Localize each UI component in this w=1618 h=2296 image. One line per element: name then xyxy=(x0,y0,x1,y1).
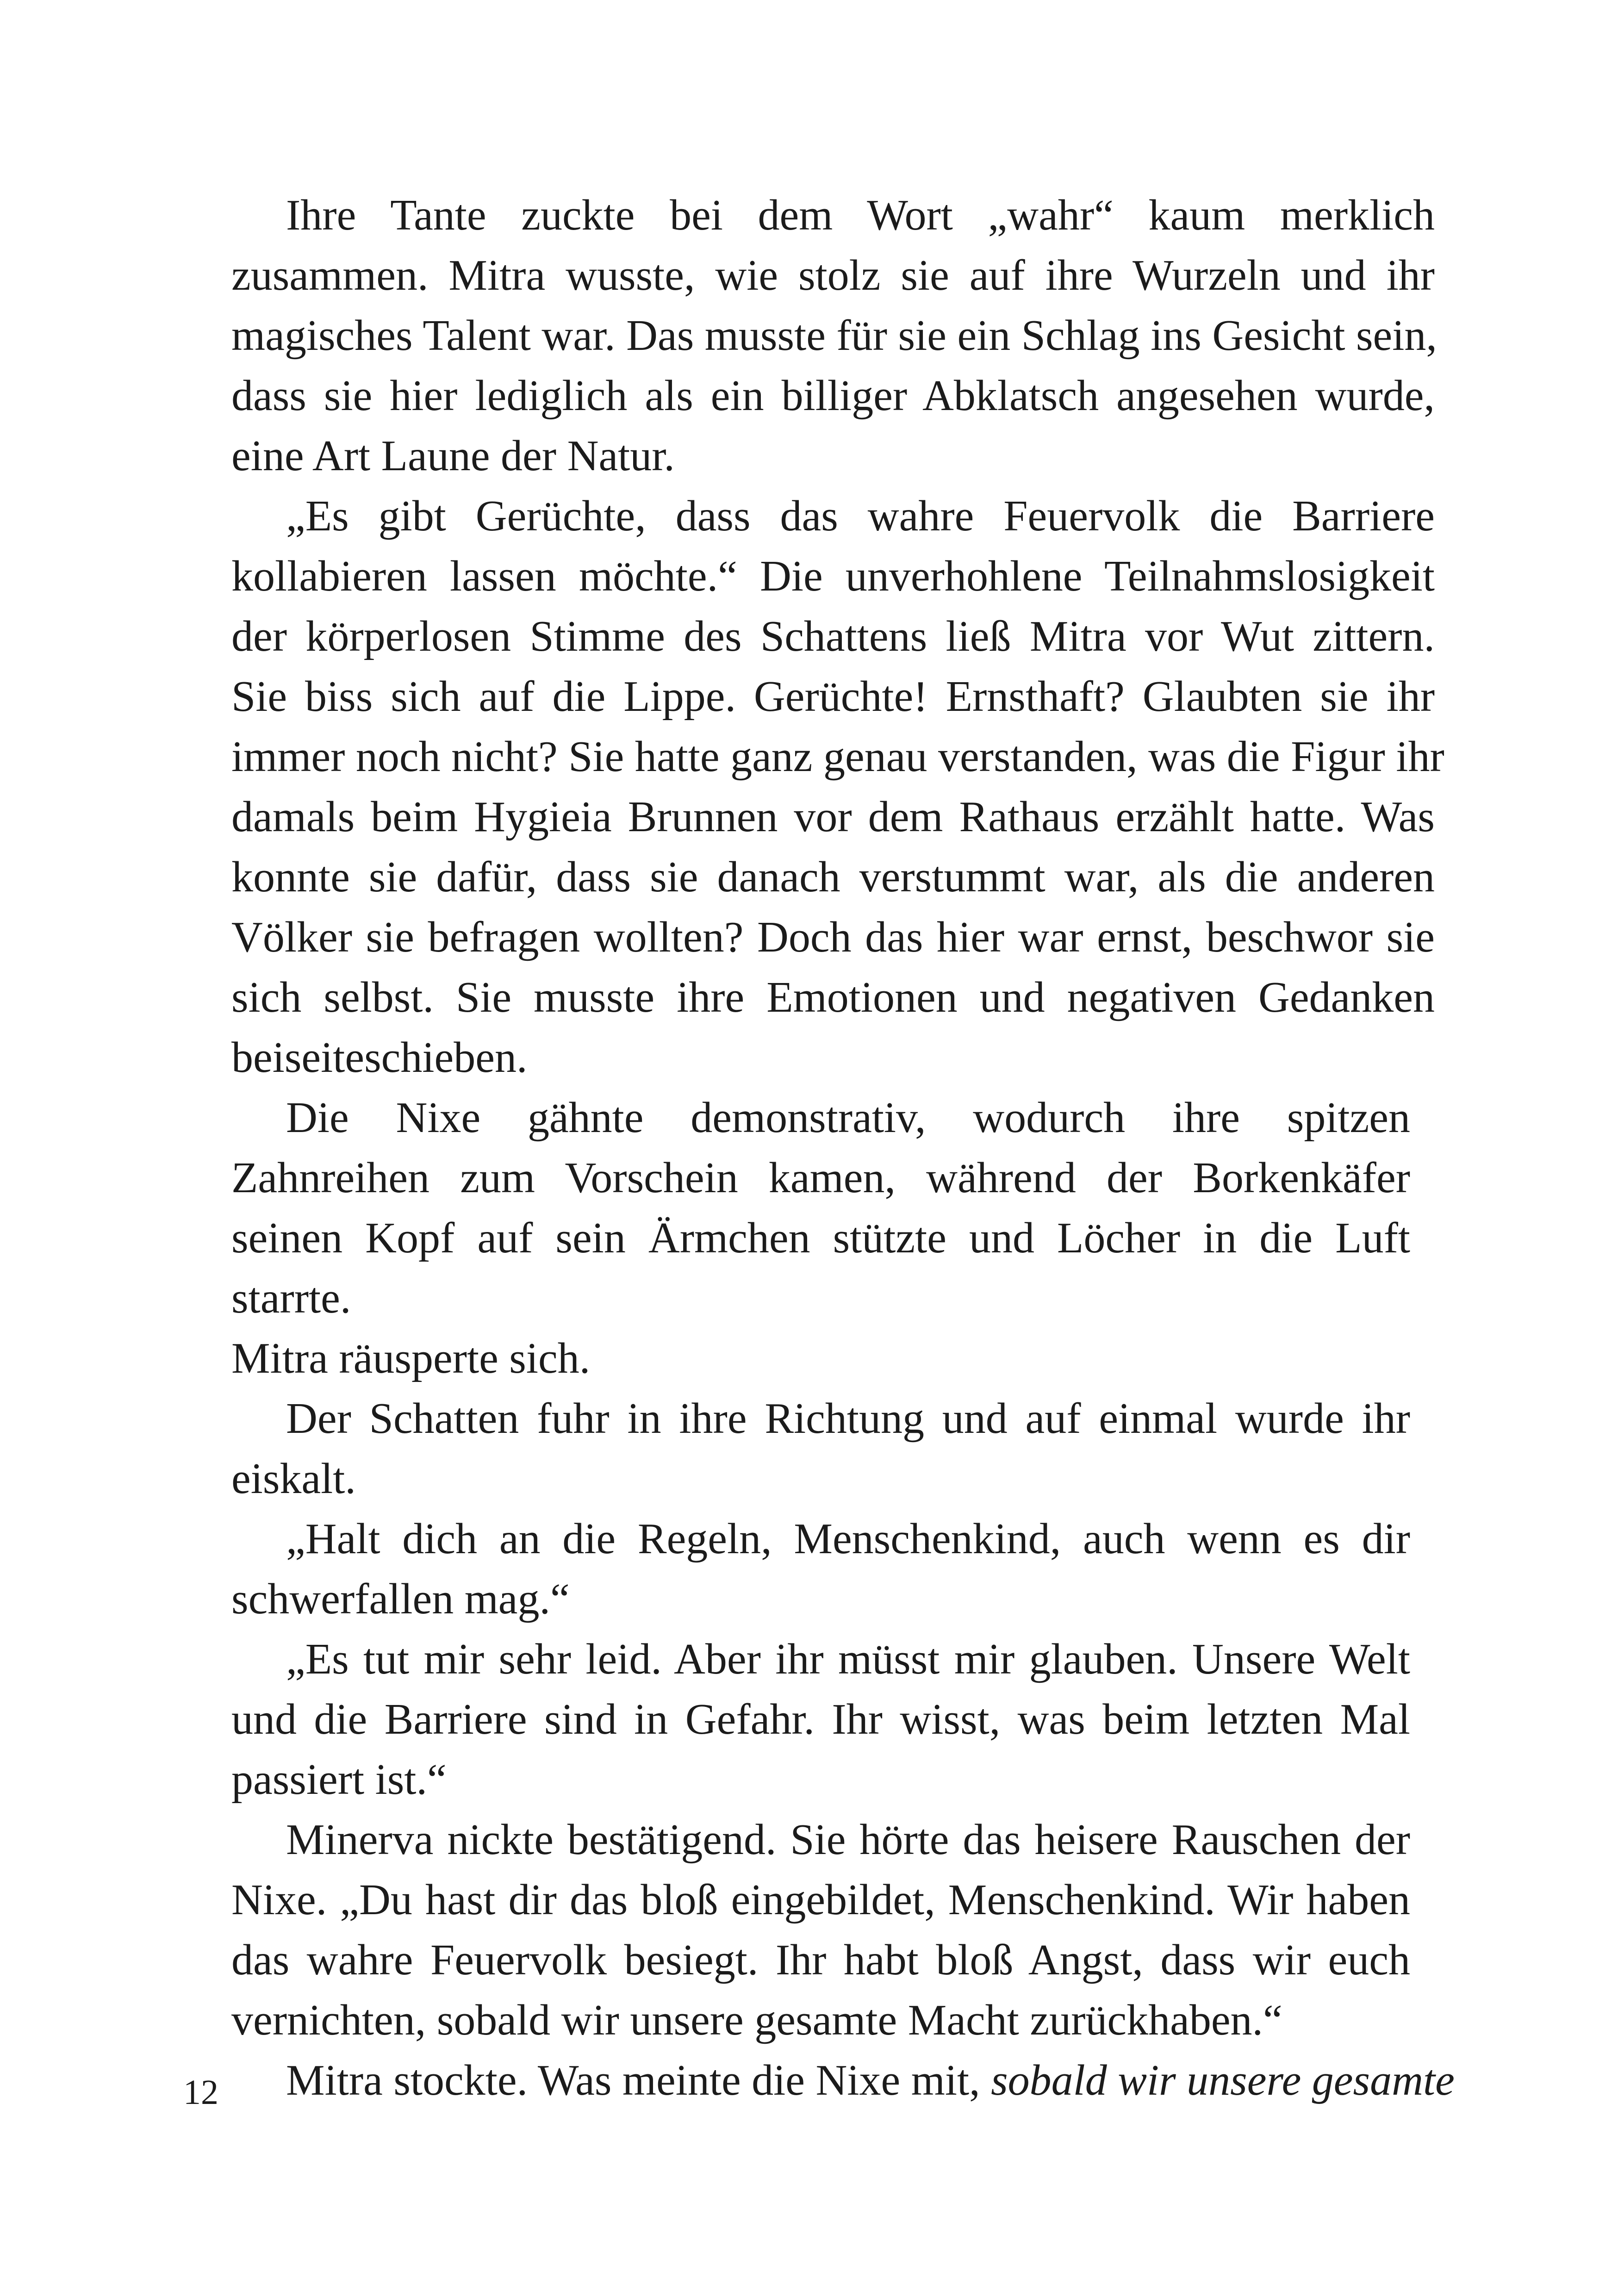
text-line: zusammen. Mitra wusste, wie stolz sie auf ihre Wurzeln und ihr xyxy=(231,251,1435,299)
text-line: der körperlosen Stimme des Schattens ließ Mitra vor Wut zittern. xyxy=(231,612,1435,660)
paragraph xyxy=(231,1810,1410,2050)
text-line: sich selbst. Sie musste ihre Emotionen und negativen Gedanken xyxy=(231,973,1435,1021)
text-line: Der Schatten fuhr in ihre Richtung und auf einmal wurde ihr xyxy=(286,1394,1410,1443)
text-line xyxy=(231,2050,1455,2110)
paragraph xyxy=(231,1388,1410,1509)
paragraph xyxy=(231,1509,1410,1629)
paragraph xyxy=(231,185,1435,486)
text-line: eine Art Laune der Natur. xyxy=(231,432,675,480)
text-line: starrte. xyxy=(231,1274,351,1322)
text-line: vernichten, sobald wir unsere gesamte Macht zurückhaben.“ xyxy=(231,1996,1282,2044)
text-line: dass sie hier lediglich als ein billiger Abklatsch angesehen wurde, xyxy=(231,372,1435,420)
text-line: kollabieren lassen möchte.“ Die unverhohlene Teilnahmslosigkeit xyxy=(231,552,1435,600)
text-line: damals beim Hygieia Brunnen vor dem Rathaus erzählt hatte. Was xyxy=(231,793,1435,841)
text-line: Die Nixe gähnte demonstrativ, wodurch ihre spitzen xyxy=(286,1094,1410,1142)
text-line: Zahnreihen zum Vorschein kamen, während der Borkenkäfer xyxy=(231,1154,1410,1202)
paragraph xyxy=(231,2050,1455,2110)
text-line: magisches Talent war. Das musste für sie ein Schlag ins Gesicht sein, xyxy=(231,311,1437,360)
text-line: beiseiteschieben. xyxy=(231,1033,528,1082)
paragraph xyxy=(231,1629,1410,1810)
text-line: Nixe. „Du hast dir das bloß eingebildet, Menschenkind. Wir haben xyxy=(231,1876,1410,1924)
text-run: Mitra stockte. Was meinte die Nixe mit, xyxy=(286,2056,991,2104)
text-line: schwerfallen mag.“ xyxy=(231,1575,570,1623)
text-line: Mitra räusperte sich. xyxy=(231,1334,591,1382)
text-line: Völker sie befragen wollten? Doch das hier war ernst, beschwor sie xyxy=(231,913,1435,961)
paragraph xyxy=(231,1328,1410,1388)
text-line: seinen Kopf auf sein Ärmchen stützte und Löcher in die Luft xyxy=(231,1214,1410,1262)
paragraph xyxy=(231,1088,1410,1328)
body-text xyxy=(231,185,1455,2110)
text-line: konnte sie dafür, dass sie danach verstummt war, als die anderen xyxy=(231,853,1435,901)
text-line: Sie biss sich auf die Lippe. Gerüchte! Ernsthaft? Glaubten sie ihr xyxy=(231,672,1435,721)
text-line: „Halt dich an die Regeln, Menschenkind, auch wenn es dir xyxy=(286,1515,1410,1563)
text-line: das wahre Feuervolk besiegt. Ihr habt bloß Angst, dass wir euch xyxy=(231,1936,1410,1984)
text-line: und die Barriere sind in Gefahr. Ihr wisst, was beim letzten Mal xyxy=(231,1695,1410,1743)
text-line: Minerva nickte bestätigend. Sie hörte das heisere Rauschen der xyxy=(286,1816,1410,1864)
text-line: passiert ist.“ xyxy=(231,1755,447,1804)
page-number: 12 xyxy=(183,2073,218,2112)
text-line: eiskalt. xyxy=(231,1455,356,1503)
text-line: Ihre Tante zuckte bei dem Wort „wahr“ kaum merklich xyxy=(286,191,1435,239)
italic-text-run: sobald wir unsere gesamte xyxy=(991,2056,1455,2104)
text-line: „Es tut mir sehr leid. Aber ihr müsst mir glauben. Unsere Welt xyxy=(286,1635,1410,1683)
text-line: immer noch nicht? Sie hatte ganz genau verstanden, was die Figur ihr xyxy=(231,733,1444,781)
text-line: „Es gibt Gerüchte, dass das wahre Feuervolk die Barriere xyxy=(286,492,1435,540)
paragraph xyxy=(231,486,1444,1088)
